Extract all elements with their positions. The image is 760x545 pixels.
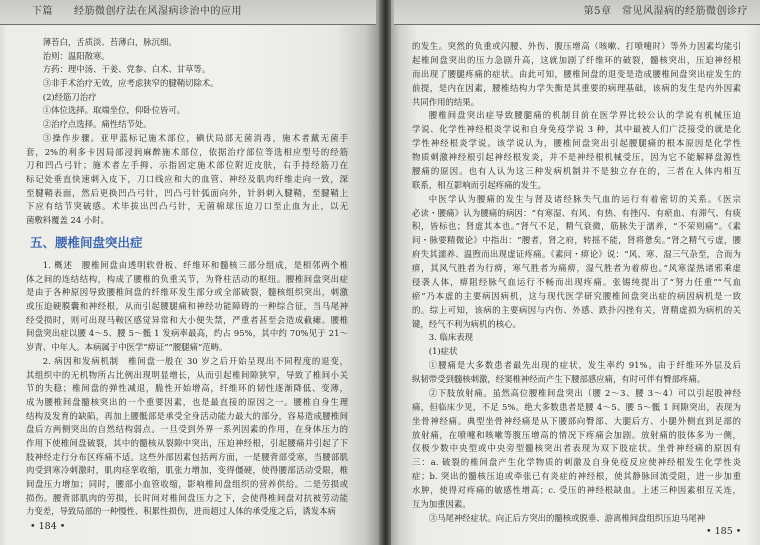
- text-line: 损伤。腰背部肌肉的劳损，长时间对椎间盘压力之下，会使得椎间盘对抗被劳动能: [26, 492, 348, 503]
- text-line: 水肿，使得对疼痛的敏感性增高；c. 受压的神经根缺血。上述三种因素相互关连，: [412, 485, 741, 495]
- text-line: 前提，是内在因素，腰椎结构力学失衡是其重要的病理基础，该病的发生是内外因素: [412, 82, 741, 93]
- page-header-left: [0, 0, 376, 25]
- text-line: 中医学认为腰痛的发生与肾及诸经脉失气血的运行有着密切的关系。《医宗: [428, 193, 741, 204]
- text-line: 或压迫硬膜囊和神经根，从而引起腰腿痛和神经功能障碍的一种综合征，当马尾神: [26, 301, 348, 312]
- text-line: 薄苔白，舌质淡、苔薄白，脉沉细。: [42, 37, 177, 47]
- text-line: 至腱鞘表面，然后更换凹凸弓针，凹凸弓针弧面向外，针斜刺入腱鞘，至腱鞘上: [26, 187, 348, 198]
- paragraph: [26, 259, 348, 355]
- paragraph: [412, 345, 741, 359]
- text-line: 节的失稳；椎间盘的弹性减退，脆性开始增高，纤维环的韧性逐渐降低、变薄，: [26, 383, 348, 394]
- text-line: 学性神经根炎学说。该学说认为，腰椎间盘突出引起腰腿痛的根本原因是化学性: [412, 138, 741, 149]
- text-line: 力变差，导致局部的一种慢性、积累性损伤，进而超过人体的承受度之后，诱发本病: [26, 506, 336, 517]
- text-line: 盘后方两侧突出的自然结构弱点。一旦受到外界一系列因素的作用，在身体压力的: [26, 424, 348, 435]
- paragraph: [26, 50, 348, 64]
- text-line: 联系，相互影响而引起疼痛的发生。: [412, 179, 546, 190]
- text-line: ①腰痛是大多数患者最先出现的症状，发生率约 91%。由于纤维环外层及后: [428, 360, 741, 371]
- text-line: 间盘压力增加；同时，腰部小血管收缩，影响椎间盘组织的营养供给。二是劳损或: [26, 479, 348, 489]
- text-line: 坐骨神经痛。典型坐骨神经痛是从下腰部向臀部、大腿后方、小腿外侧直到足部的: [412, 415, 741, 426]
- text-line: 纵韧带受到髓核刺激，经窦椎神经而产生下腰部感应痛，有时可伴有臀部疼痛。: [412, 374, 706, 384]
- text-line: 痹，其风气胜者为行痹，寒气胜者为痛痹，湿气胜者为着痹也。”风寒湿热诸邪乘虚: [412, 263, 741, 273]
- book-spine: [379, 0, 391, 545]
- text-line: 物质刺激神经根引起神经根发炎，并不是神经根机械受压，因为它不能解释盘源性: [412, 152, 741, 162]
- text-line: 痛，但临床少见，不足 5%。绝大多数患者是腰 4～5、腰 5～骶 1 间隙突出，表现为: [412, 401, 741, 412]
- text-line: 府失其濡养、温煦而出现虚证疼痛。《素问・痹论》说：“风、寒、湿三气杂至，合而为: [412, 249, 741, 260]
- text-line: 岁青、中年人。本病属于中医学“痹证”“腰腿痛”范畴。: [26, 342, 228, 353]
- text-line: ③操作步骤。亚甲蓝标记施术部位，碘伏局部无菌消毒，施术者戴无菌手: [42, 132, 348, 143]
- paragraph: [26, 132, 348, 228]
- text-line: 腰椎间盘突出症导致腰腿痛的机制目前在医学界比较公认的学说有机械压迫: [428, 110, 741, 121]
- text-line: 刀和凹凸弓针；施术者左手拇、示指固定施术部位附近皮肤，右手持经筋刀在: [26, 160, 348, 171]
- paragraph: [26, 63, 348, 77]
- text-line: 下应有结节突破感。术毕拔出凹凸弓针，无菌棉球压迫刀口至止血为止，以无: [26, 201, 348, 212]
- paragraph: [412, 331, 741, 345]
- text-line: 三：a. 破裂的椎间盘产生化学物质的刺激及自身免疫反应使神经根发生化学性炎: [412, 457, 741, 468]
- left-text-column-bottom: [26, 259, 348, 519]
- paragraph: [412, 193, 741, 332]
- paragraph: [26, 355, 348, 519]
- text-line: 问・脉要精微论》中指出：“腰者，肾之府，转摇不能，肾将惫矣。”肾之精气亏虚，腰: [412, 235, 741, 246]
- paragraph: [412, 512, 741, 526]
- text-line: ①体位选择。取端坐位，仰卧位皆可。: [42, 105, 186, 116]
- text-line: 仅极少数中央型或中央旁型髓核突出者表现为双下肢症状。坐骨神经痛的原因有: [412, 443, 741, 454]
- text-line: (1)症状: [428, 346, 458, 357]
- text-line: 症；b. 突出的髓核压迫或牵张已有炎症的神经根，使其静脉回流受阻，进一步加重: [412, 471, 741, 482]
- text-line: 间盘突出症以腰 4～5、腰 5～骶 1 发病率最高，约占 95%，其中约 70%见于 21～: [26, 328, 348, 339]
- running-header: 下篇 经筋微创疗法在风湿病诊治中的应用: [32, 6, 242, 17]
- paragraph: [412, 387, 741, 512]
- text-line: 瘀”乃本虚的主要病因病机，这与现代医学研究腰椎间盘突出症的病因病机是一致: [412, 290, 741, 301]
- text-line: 标记处垂直快速刺入皮下，刀口线应和大的血管、神经及肌肉纤维走向一致，深: [26, 173, 348, 184]
- text-line: 套，2%的利多卡因局部浸润麻醉施术部位，依据治疗部位等选相应型号的经筋: [26, 146, 348, 157]
- text-line: ③马尾神经症状。向正后方突出的髓核或脱垂、游离椎间盘组织压迫马尾神: [428, 512, 706, 523]
- paragraph: [412, 109, 741, 192]
- page-number-left: • 184 •: [30, 521, 66, 532]
- text-line: 键，经气不利为病机的核心。: [412, 318, 521, 329]
- text-line: 共同作用的结果。: [412, 96, 479, 107]
- paragraph: [412, 40, 741, 109]
- text-line: 积，皆标也；肾虚其本也。”肾气不足，精气衰微，筋脉失于濡养，“不荣则痛”。《素: [412, 221, 741, 232]
- right-paragraphs: [412, 109, 741, 525]
- text-line: 腰痛的原因。也有人认为这三种发病机制并不是独立存在的，三者在人体内相互: [412, 165, 741, 176]
- text-line: 治则：温阳散寒。: [42, 50, 110, 61]
- text-line: 起椎间盘突出的压力急剧升高，这就加剧了纤维环的破裂，髓核突出，压迫神经根: [412, 54, 741, 65]
- text-line: 的。综上可知，该病的主要病因与内伤、外感、跌扑闪挫有关，肾精虚损为病机的关: [412, 304, 741, 315]
- text-line: 学说、化学性神经根炎学说和自身免疫学说 3 种，其中最被人们广泛接受的就是化: [412, 124, 741, 135]
- section-heading: 五、腰椎间盘突出症: [30, 235, 143, 250]
- continued-text: [412, 40, 741, 109]
- text-line: 菌敷料覆盖 24 小时。: [26, 214, 109, 225]
- text-line: 放射痛，在喷嚏和咳嗽等腹压增高的情况下疼痛会加剧。放射痛的肢体多为一侧，: [412, 429, 741, 440]
- paragraph: [26, 77, 348, 91]
- page-number-right: • 185 •: [706, 526, 742, 537]
- running-header: 第5章 常见风湿病的经筋微创诊疗: [583, 6, 748, 17]
- page-header-right: [394, 0, 760, 25]
- text-line: 互为加重因素。: [412, 498, 471, 509]
- paragraph: [26, 91, 348, 105]
- text-line: 侵袭人体，痹阻经脉气血运行不畅而出现疼痛。张锡纯提出了“努力任重”“气血: [412, 276, 741, 287]
- paragraph: [26, 118, 348, 132]
- text-line: 1. 概述 腰椎间盘由透明软骨板、纤维环和髓核三部分组成，是相邻两个椎: [42, 260, 348, 270]
- text-line: ②下肢放射痛。虽然高位腰椎间盘突出（腰 2～3、腰 3～4）可以引起股神经: [428, 387, 741, 398]
- text-line: 3. 临床表现: [428, 332, 473, 343]
- right-text-column: [412, 40, 741, 526]
- left-text-column-top: [26, 36, 348, 228]
- text-line: 作用下使椎间盘破裂，其中的髓核从裂隙中突出，压迫神经根，引起腰痛并引起了下: [26, 437, 348, 448]
- text-line: ②治疗点选择。痛性结节处。: [42, 119, 152, 130]
- text-line: 必读・腰痛》认为腰痛的病因：“有寒湿、有风、有热、有挫闪、有瘀血、有滞气、有痰: [412, 207, 741, 218]
- text-line: ③非手术治疗无效，应考虑狭窄的腱鞘切除术。: [42, 78, 219, 89]
- text-line: 体之间的连结结构，构成了腰椎的负重关节，为脊柱活动的枢纽。腰椎间盘突出症: [26, 273, 348, 284]
- text-line: 成为腰椎间盘髓核突出的一个重要因素，也是最直接的原因之一。腰椎自身生理: [26, 396, 348, 407]
- text-line: 是由于各种原因导致腰椎间盘的纤维环发生部分或全部破裂，髓核组织突出，刺激: [26, 287, 348, 298]
- paragraph: [26, 104, 348, 118]
- text-line: 结构及发育的缺陷，再加上腰骶部是承受全身活动能力最大的部分，容易造成腰椎间: [26, 410, 348, 421]
- text-line: 肉受到寒冷刺激时，肌肉痉挛收缩，肌张力增加，变得僵硬，使得腰部活动受限，椎: [26, 465, 348, 476]
- text-line: (2)经筋刀治疗: [42, 91, 97, 102]
- text-line: 而出现了腰腿疼痛的症状。由此可知，腰椎间盘的退变是造成腰椎间盘突出症发生的: [412, 68, 741, 79]
- text-line: 其组织中的无机物所占比例出现明显增长，从而引起椎间隙狭窄，导致了椎间小关: [26, 369, 348, 380]
- text-line: 2. 病因和发病机制 椎间盘一般在 30 岁之后开始呈现出不同程度的退变，: [42, 355, 348, 366]
- text-line: 经受损时，则可出现马鞍区感觉异常和大小便失禁，严重者甚至会造成截瘫。腰椎: [26, 314, 348, 325]
- paragraph: [412, 359, 741, 387]
- text-line: 肢神经走行分布区疼痛不适。这些外部因素包括两方面，一是腰背部受寒，当腰部肌: [26, 451, 348, 462]
- text-line: 的发生。突然的负重或闪腰、外伤、腹压增高（咳嗽、打喷嚏时）等外力因素均能引: [412, 41, 741, 51]
- text-line: 方药：理中汤、干姜、党参、白术、甘草等。: [42, 64, 211, 75]
- paragraph: [26, 36, 348, 50]
